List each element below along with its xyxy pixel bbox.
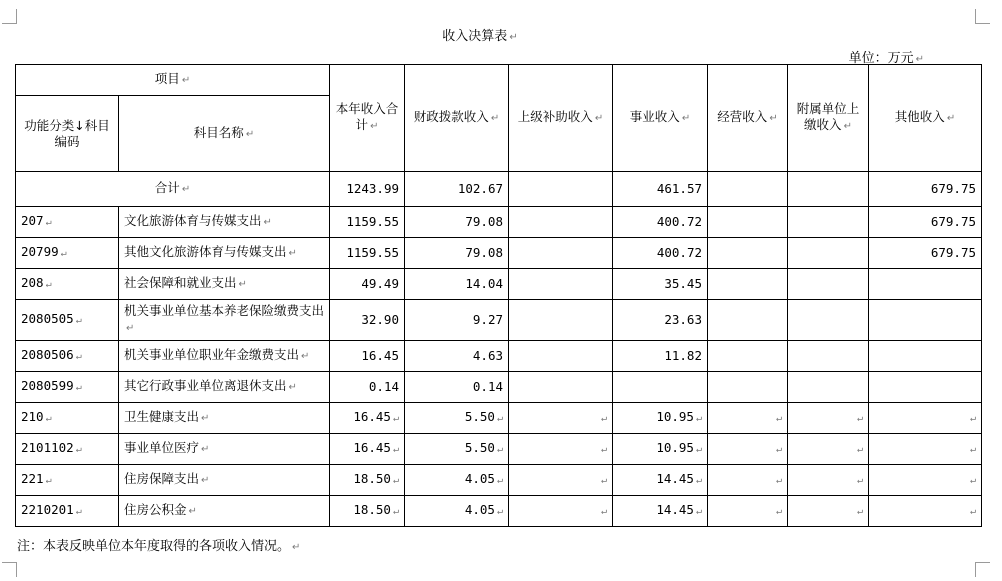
row-business: 14.45 ↵ bbox=[613, 465, 708, 496]
paragraph-mark-icon: ↵ bbox=[301, 351, 310, 362]
row-name: 其他文化旅游体育与传媒支出 ↵ bbox=[119, 238, 330, 269]
header-total: 本年收入合计 ↵ bbox=[330, 65, 405, 172]
row-affiliated bbox=[788, 496, 869, 527]
row-fiscal: 79.08 bbox=[405, 238, 509, 269]
paragraph-mark-icon: ↵ bbox=[392, 475, 399, 486]
paragraph-mark-icon: ↵ bbox=[392, 413, 399, 424]
row-code: 2080599 ↵ bbox=[16, 372, 119, 403]
table-row bbox=[16, 434, 982, 465]
summary-other: 679.75 bbox=[869, 172, 982, 207]
table-row bbox=[16, 403, 982, 434]
row-other bbox=[869, 465, 982, 496]
paragraph-mark-icon: ↵ bbox=[45, 279, 52, 290]
paragraph-mark-icon: ↵ bbox=[856, 444, 863, 455]
paragraph-mark-icon: ↵ bbox=[238, 279, 247, 290]
row-other bbox=[869, 434, 982, 465]
row-superior bbox=[509, 300, 613, 341]
paragraph-mark-icon: ↵ bbox=[245, 128, 255, 140]
row-business: 10.95 ↵ bbox=[613, 403, 708, 434]
paragraph-mark-icon: ↵ bbox=[75, 315, 82, 326]
income-table bbox=[15, 64, 982, 527]
paragraph-mark-icon: ↵ bbox=[75, 506, 82, 517]
row-business: 35.45 bbox=[613, 269, 708, 300]
row-operating bbox=[708, 372, 788, 403]
paragraph-mark-icon: ↵ bbox=[496, 444, 503, 455]
paragraph-mark-icon: ↵ bbox=[695, 444, 702, 455]
paragraph-mark-icon: ↵ bbox=[201, 444, 210, 455]
paragraph-mark-icon: ↵ bbox=[594, 113, 604, 124]
row-superior bbox=[509, 496, 613, 527]
row-fiscal: 4.05 ↵ bbox=[405, 465, 509, 496]
paragraph-mark-icon: ↵ bbox=[392, 444, 399, 455]
paragraph-mark-icon: ↵ bbox=[775, 475, 782, 486]
paragraph-mark-icon: ↵ bbox=[600, 413, 607, 424]
paragraph-mark-icon: ↵ bbox=[969, 444, 976, 455]
summary-row bbox=[16, 172, 982, 207]
header-fiscal: 财政拨款收入 ↵ bbox=[405, 65, 509, 172]
header-group: 项目 ↵ bbox=[16, 65, 330, 96]
page-corner-mark bbox=[975, 562, 990, 577]
row-total: 16.45 ↵ bbox=[330, 403, 405, 434]
row-business: 11.82 bbox=[613, 341, 708, 372]
row-superior bbox=[509, 372, 613, 403]
row-superior bbox=[509, 465, 613, 496]
paragraph-mark-icon: ↵ bbox=[856, 506, 863, 517]
row-code: 208 ↵ bbox=[16, 269, 119, 300]
row-fiscal: 14.04 bbox=[405, 269, 509, 300]
row-code: 2080505 ↵ bbox=[16, 300, 119, 341]
row-other bbox=[869, 269, 982, 300]
paragraph-mark-icon: ↵ bbox=[915, 54, 924, 65]
table-row bbox=[16, 269, 982, 300]
row-superior bbox=[509, 434, 613, 465]
paragraph-mark-icon: ↵ bbox=[600, 475, 607, 486]
row-operating bbox=[708, 403, 788, 434]
row-code: 2101102 ↵ bbox=[16, 434, 119, 465]
row-affiliated bbox=[788, 465, 869, 496]
row-total: 49.49 bbox=[330, 269, 405, 300]
header-superior: 上级补助收入 ↵ bbox=[509, 65, 613, 172]
paragraph-mark-icon: ↵ bbox=[969, 413, 976, 424]
row-superior bbox=[509, 269, 613, 300]
row-superior bbox=[509, 341, 613, 372]
row-code: 221 ↵ bbox=[16, 465, 119, 496]
row-fiscal: 4.63 bbox=[405, 341, 509, 372]
header-name: 科目名称 ↵ bbox=[119, 96, 330, 172]
paragraph-mark-icon: ↵ bbox=[496, 506, 503, 517]
row-business: 400.72 bbox=[613, 238, 708, 269]
row-total: 1159.55 bbox=[330, 207, 405, 238]
row-operating bbox=[708, 300, 788, 341]
row-total: 18.50 ↵ bbox=[330, 496, 405, 527]
paragraph-mark-icon: ↵ bbox=[60, 248, 67, 259]
table-row bbox=[16, 465, 982, 496]
paragraph-mark-icon: ↵ bbox=[969, 475, 976, 486]
paragraph-mark-icon: ↵ bbox=[75, 444, 82, 455]
table-row bbox=[16, 207, 982, 238]
row-affiliated bbox=[788, 269, 869, 300]
table-row bbox=[16, 341, 982, 372]
paragraph-mark-icon: ↵ bbox=[946, 113, 956, 124]
paragraph-mark-icon: ↵ bbox=[45, 217, 52, 228]
row-other bbox=[869, 300, 982, 341]
table-row bbox=[16, 300, 982, 341]
paragraph-mark-icon: ↵ bbox=[695, 506, 702, 517]
row-code: 20799 ↵ bbox=[16, 238, 119, 269]
paragraph-mark-icon: ↵ bbox=[201, 413, 210, 424]
header-operating: 经营收入 ↵ bbox=[708, 65, 788, 172]
row-other bbox=[869, 341, 982, 372]
row-affiliated bbox=[788, 403, 869, 434]
row-name: 住房公积金 ↵ bbox=[119, 496, 330, 527]
paragraph-mark-icon: ↵ bbox=[969, 506, 976, 517]
row-operating bbox=[708, 434, 788, 465]
paragraph-mark-icon: ↵ bbox=[681, 113, 691, 124]
summary-fiscal: 102.67 bbox=[405, 172, 509, 207]
paragraph-mark-icon: ↵ bbox=[856, 413, 863, 424]
row-code: 2080506 ↵ bbox=[16, 341, 119, 372]
row-name: 机关事业单位职业年金缴费支出 ↵ bbox=[119, 341, 330, 372]
row-operating bbox=[708, 465, 788, 496]
paragraph-mark-icon: ↵ bbox=[695, 475, 702, 486]
footnote: 注：本表反映单位本年度取得的各项收入情况。 ↵ bbox=[17, 539, 301, 554]
row-name: 文化旅游体育与传媒支出 ↵ bbox=[119, 207, 330, 238]
row-fiscal: 5.50 ↵ bbox=[405, 403, 509, 434]
row-affiliated bbox=[788, 341, 869, 372]
paragraph-mark-icon: ↵ bbox=[181, 184, 191, 195]
row-business: 400.72 bbox=[613, 207, 708, 238]
row-affiliated bbox=[788, 238, 869, 269]
paragraph-mark-icon: ↵ bbox=[188, 506, 197, 517]
summary-total: 1243.99 bbox=[330, 172, 405, 207]
row-fiscal: 4.05 ↵ bbox=[405, 496, 509, 527]
row-other bbox=[869, 403, 982, 434]
row-fiscal: 79.08 bbox=[405, 207, 509, 238]
paragraph-mark-icon: ↵ bbox=[856, 475, 863, 486]
paragraph-mark-icon: ↵ bbox=[126, 323, 135, 334]
unit-label: 单位：万元 ↵ bbox=[848, 51, 924, 66]
header-business: 事业收入 ↵ bbox=[613, 65, 708, 172]
page-corner-mark bbox=[975, 9, 990, 24]
paragraph-mark-icon: ↵ bbox=[181, 75, 191, 86]
summary-operating bbox=[708, 172, 788, 207]
summary-affiliated bbox=[788, 172, 869, 207]
row-name: 卫生健康支出 ↵ bbox=[119, 403, 330, 434]
row-operating bbox=[708, 269, 788, 300]
header-affiliated: 附属单位上缴收入 ↵ bbox=[788, 65, 869, 172]
row-operating bbox=[708, 238, 788, 269]
paragraph-mark-icon: ↵ bbox=[75, 351, 82, 362]
page-corner-mark bbox=[2, 9, 17, 24]
row-business: 23.63 bbox=[613, 300, 708, 341]
row-code: 2210201 ↵ bbox=[16, 496, 119, 527]
paragraph-mark-icon: ↵ bbox=[769, 113, 778, 124]
row-code: 207 ↵ bbox=[16, 207, 119, 238]
row-code: 210 ↵ bbox=[16, 403, 119, 434]
row-operating bbox=[708, 496, 788, 527]
row-business bbox=[613, 372, 708, 403]
paragraph-mark-icon: ↵ bbox=[288, 248, 297, 259]
paragraph-mark-icon: ↵ bbox=[843, 121, 852, 132]
paragraph-mark-icon: ↵ bbox=[775, 506, 782, 517]
header-row bbox=[16, 65, 982, 96]
row-affiliated bbox=[788, 300, 869, 341]
header-other: 其他收入 ↵ bbox=[869, 65, 982, 172]
paragraph-mark-icon: ↵ bbox=[775, 444, 782, 455]
paragraph-mark-icon: ↵ bbox=[695, 413, 702, 424]
row-other bbox=[869, 372, 982, 403]
row-name: 社会保障和就业支出 ↵ bbox=[119, 269, 330, 300]
paragraph-mark-icon: ↵ bbox=[201, 475, 210, 486]
row-name: 机关事业单位基本养老保险缴费支出↵ bbox=[119, 300, 330, 341]
summary-business: 461.57 bbox=[613, 172, 708, 207]
paragraph-mark-icon: ↵ bbox=[45, 475, 52, 486]
paragraph-mark-icon: ↵ bbox=[509, 32, 518, 43]
header-code: 功能分类↓科目编码 bbox=[16, 96, 119, 172]
paragraph-mark-icon: ↵ bbox=[292, 542, 301, 553]
row-name: 事业单位医疗 ↵ bbox=[119, 434, 330, 465]
row-operating bbox=[708, 207, 788, 238]
paragraph-mark-icon: ↵ bbox=[775, 413, 782, 424]
paragraph-mark-icon: ↵ bbox=[496, 413, 503, 424]
row-total: 18.50 ↵ bbox=[330, 465, 405, 496]
row-total: 1159.55 bbox=[330, 238, 405, 269]
row-affiliated bbox=[788, 372, 869, 403]
row-affiliated bbox=[788, 434, 869, 465]
summary-label: 合计 ↵ bbox=[16, 172, 330, 207]
row-fiscal: 5.50 ↵ bbox=[405, 434, 509, 465]
row-fiscal: 9.27 bbox=[405, 300, 509, 341]
summary-superior bbox=[509, 172, 613, 207]
row-fiscal: 0.14 bbox=[405, 372, 509, 403]
document-title: 收入决算表 ↵ bbox=[442, 29, 518, 44]
paragraph-mark-icon: ↵ bbox=[490, 113, 500, 124]
row-affiliated bbox=[788, 207, 869, 238]
paragraph-mark-icon: ↵ bbox=[45, 413, 52, 424]
row-superior bbox=[509, 207, 613, 238]
table-row bbox=[16, 372, 982, 403]
row-total: 0.14 bbox=[330, 372, 405, 403]
paragraph-mark-icon: ↵ bbox=[600, 444, 607, 455]
row-superior bbox=[509, 403, 613, 434]
row-name: 其它行政事业单位离退休支出 ↵ bbox=[119, 372, 330, 403]
row-total: 16.45 bbox=[330, 341, 405, 372]
paragraph-mark-icon: ↵ bbox=[600, 506, 607, 517]
paragraph-mark-icon: ↵ bbox=[496, 475, 503, 486]
row-business: 14.45 ↵ bbox=[613, 496, 708, 527]
row-name: 住房保障支出 ↵ bbox=[119, 465, 330, 496]
paragraph-mark-icon: ↵ bbox=[288, 382, 297, 393]
row-other: 679.75 bbox=[869, 238, 982, 269]
row-operating bbox=[708, 341, 788, 372]
table-row bbox=[16, 496, 982, 527]
paragraph-mark-icon: ↵ bbox=[263, 217, 272, 228]
row-total: 16.45 ↵ bbox=[330, 434, 405, 465]
row-business: 10.95 ↵ bbox=[613, 434, 708, 465]
row-total: 32.90 bbox=[330, 300, 405, 341]
table-row bbox=[16, 238, 982, 269]
row-other: 679.75 bbox=[869, 207, 982, 238]
paragraph-mark-icon: ↵ bbox=[75, 382, 82, 393]
page-corner-mark bbox=[2, 562, 17, 577]
paragraph-mark-icon: ↵ bbox=[392, 506, 399, 517]
row-other bbox=[869, 496, 982, 527]
row-superior bbox=[509, 238, 613, 269]
paragraph-mark-icon: ↵ bbox=[370, 121, 379, 132]
